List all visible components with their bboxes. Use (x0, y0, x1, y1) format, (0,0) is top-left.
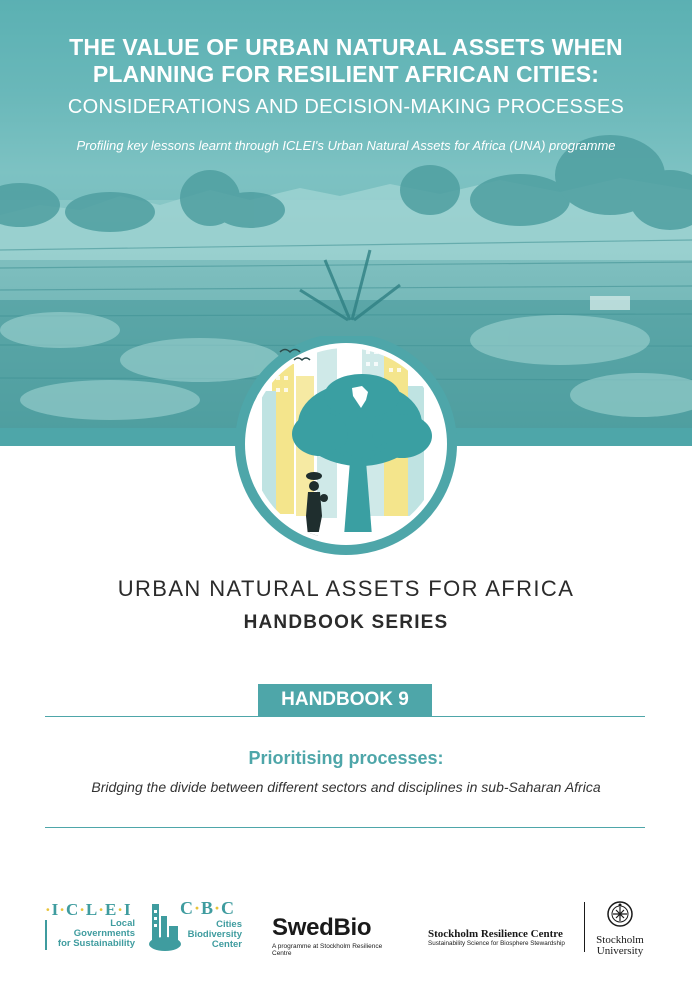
handbook-badge: HANDBOOK 9 (258, 684, 432, 716)
logo-divider (584, 902, 585, 952)
divider-bottom (45, 827, 645, 828)
handbook-title: Prioritising processes: (248, 748, 444, 768)
series-title: URBAN NATURAL ASSETS FOR AFRICA (117, 576, 575, 601)
una-emblem (222, 336, 470, 560)
cbc-logo (148, 900, 248, 952)
swedbio-logo-name: SwedBio (272, 914, 372, 941)
cbc-logo-name: C·B·C (180, 898, 236, 918)
handbook-subtitle: Bridging the divide between different sectors and disciplines in sub-Saharan Africa (91, 779, 601, 795)
swedbio-logo-sub: A programme at Stockholm Resilience Centre (272, 943, 383, 957)
cover-title-line1: THE VALUE OF URBAN NATURAL ASSETS WHEN (69, 34, 623, 60)
cover-tagline: Profiling key lessons learnt through ICLEI's Urban Natural Assets for Africa (UNA) programme (76, 138, 616, 153)
cover-title-line2: PLANNING FOR RESILIENT AFRICAN CITIES: (92, 61, 600, 87)
iclei-logo-name: ·I·C·L·E·I (45, 900, 132, 919)
stockholm-university-name: Stockholm University (596, 934, 644, 957)
cover-title (0, 34, 692, 88)
cover-subtitle: CONSIDERATIONS AND DECISION-MAKING PROCESSES (67, 96, 625, 118)
university-crest-icon (606, 900, 634, 928)
cbc-skyline-icon (148, 900, 182, 952)
series-subtitle: HANDBOOK SERIES (243, 612, 449, 633)
divider-top (45, 716, 645, 717)
stockholm-university-logo (591, 900, 649, 957)
src-logo (428, 928, 588, 952)
swedbio-logo (272, 914, 402, 957)
src-logo-name: Stockholm Resilience Centre (428, 928, 563, 940)
iclei-logo-bar (45, 920, 47, 950)
iclei-logo-text: Local Governments for Sustainability (57, 918, 135, 949)
src-logo-sub: Sustainability Science for Biosphere Stewardship (428, 940, 565, 947)
cover-title-block (0, 34, 692, 153)
iclei-logo (45, 900, 135, 952)
cbc-logo-text: Cities Biodiversity Center (187, 919, 242, 950)
